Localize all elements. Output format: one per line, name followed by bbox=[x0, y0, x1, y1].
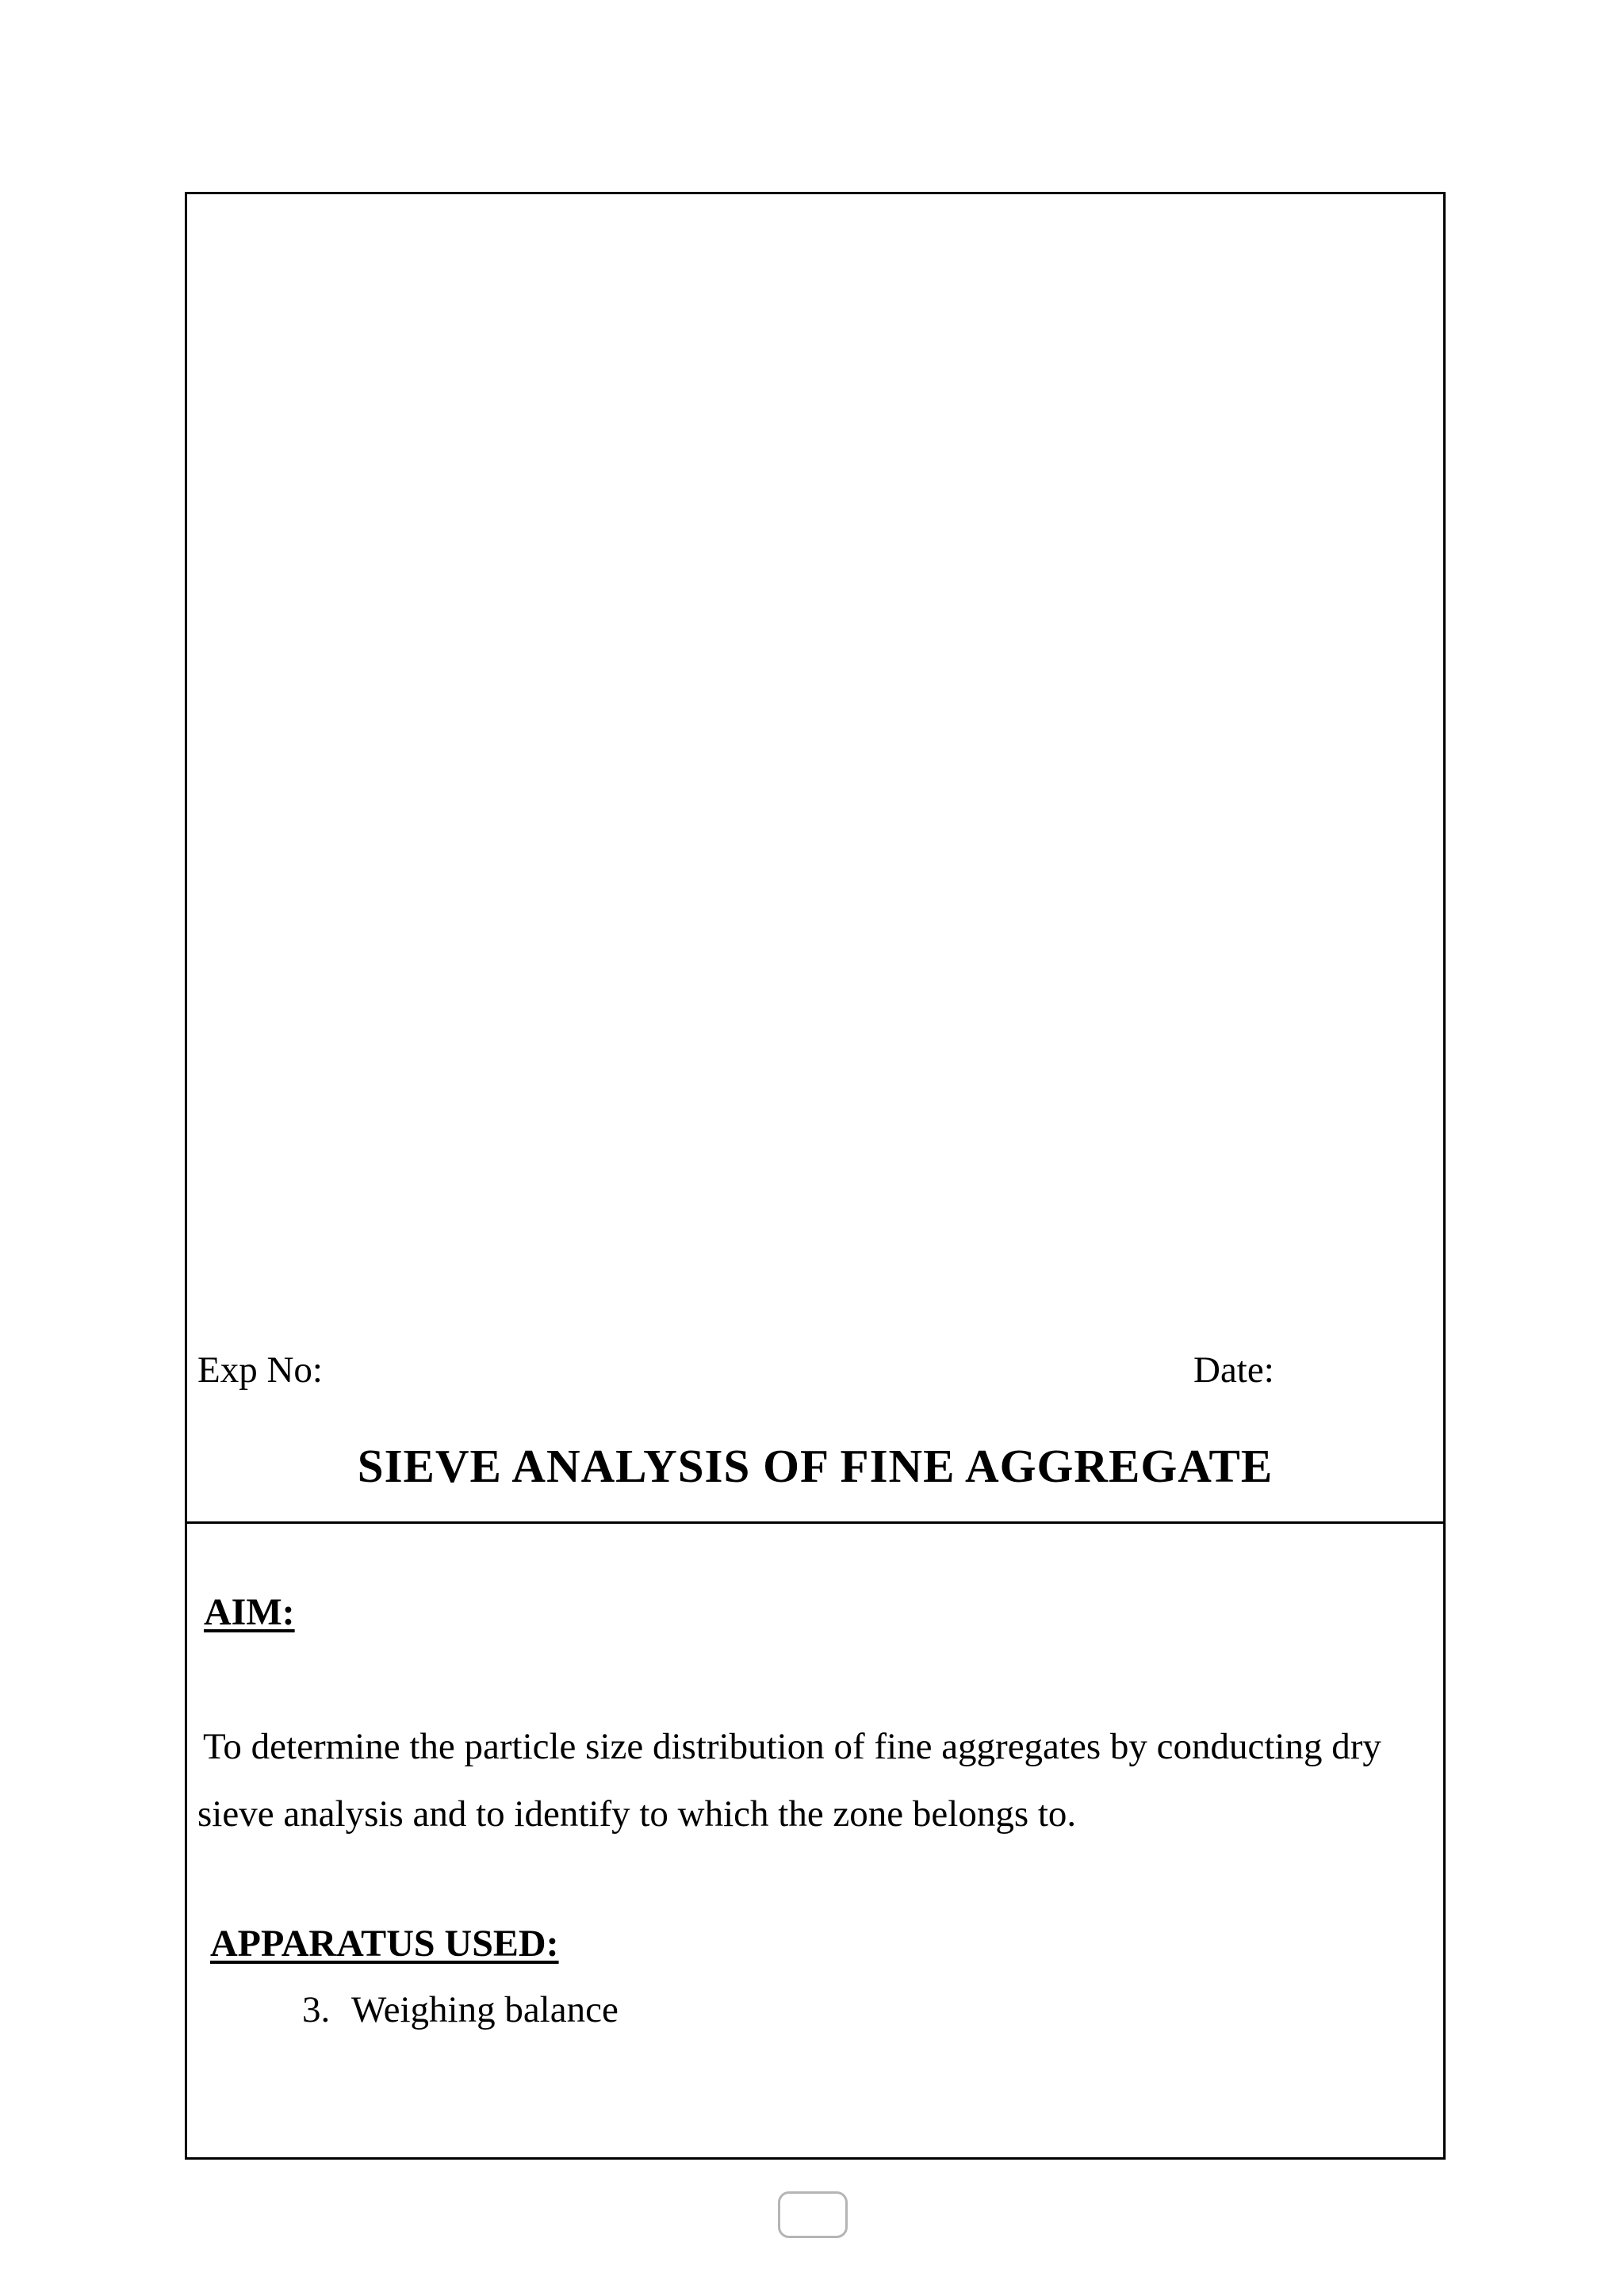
apparatus-item-number: 3. bbox=[302, 1989, 331, 2030]
apparatus-item-text: Weighing balance bbox=[351, 1989, 619, 2030]
aim-text-line-2: sieve analysis and to identify to which the zone belongs to. bbox=[197, 1793, 1077, 1835]
apparatus-list-item bbox=[302, 1989, 619, 2030]
apparatus-heading: APPARATUS USED: bbox=[210, 1923, 559, 1965]
header-divider bbox=[185, 1521, 1446, 1524]
document-frame bbox=[185, 192, 1446, 2160]
aim-text-line-1: To determine the particle size distribution of fine aggregates by conducting dry bbox=[203, 1726, 1381, 1767]
date-label: Date: bbox=[1193, 1349, 1274, 1391]
aim-heading: AIM: bbox=[204, 1591, 295, 1633]
page-title: SIEVE ANALYSIS OF FINE AGGREGATE bbox=[357, 1440, 1274, 1492]
page-number-box bbox=[778, 2191, 848, 2238]
exp-no-label: Exp No: bbox=[197, 1349, 323, 1391]
